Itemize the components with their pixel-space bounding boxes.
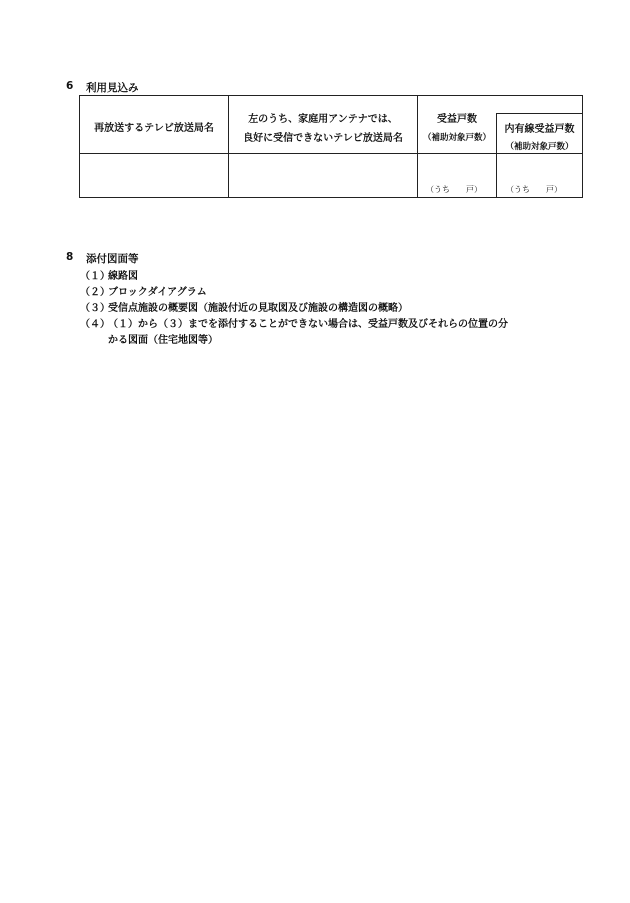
section-8-number: 8	[66, 251, 74, 263]
table-header-bottom-border	[79, 153, 583, 154]
col-header-poor-reception-line1: 左のうち、家庭用アンテナでは、	[248, 114, 398, 125]
table-top-border	[79, 95, 583, 96]
col-header-rebroadcast-stations: 再放送するテレビ放送局名	[94, 123, 214, 134]
attachment-item-continuation: かる図面（住宅地図等）	[108, 335, 218, 346]
table-inner-border	[496, 113, 583, 114]
attachment-item-number: （４）	[80, 319, 110, 330]
beneficiary-households-value: （うち 戸）	[426, 185, 482, 194]
table-bottom-border	[79, 197, 583, 198]
section-6-title: 利用見込み	[86, 82, 139, 94]
wired-beneficiary-households-value: （うち 戸）	[506, 185, 562, 194]
col-header-wired-beneficiary-households: 内有線受益戸数	[504, 124, 575, 135]
attachment-item-text: 線路図	[108, 271, 138, 282]
col-sub-subsidy-households-1: （補助対象戸数）	[422, 133, 491, 143]
attachment-item-text: 受信点施設の概要図（施設付近の見取図及び施設の構造図の概略）	[108, 303, 408, 314]
col-header-beneficiary-households: 受益戸数	[437, 114, 477, 125]
col-sub-subsidy-households-2: （補助対象戸数）	[505, 142, 574, 152]
table-right-border	[582, 95, 583, 198]
attachment-item-text: ブロックダイアグラム	[108, 287, 207, 298]
attachment-item-text: （１）から（３）までを添付することができない場合は、受益戸数及びそれらの位置の分	[108, 319, 508, 330]
section-6-number: 6	[66, 80, 74, 92]
attachment-item-number: （３）	[80, 303, 110, 314]
col-header-poor-reception-line2: 良好に受信できないテレビ放送局名	[243, 133, 403, 144]
table-left-border	[79, 95, 80, 198]
section-8-title: 添付図面等	[86, 253, 139, 265]
attachment-item-number: （２）	[80, 287, 110, 298]
attachment-item-number: （１）	[80, 271, 110, 282]
